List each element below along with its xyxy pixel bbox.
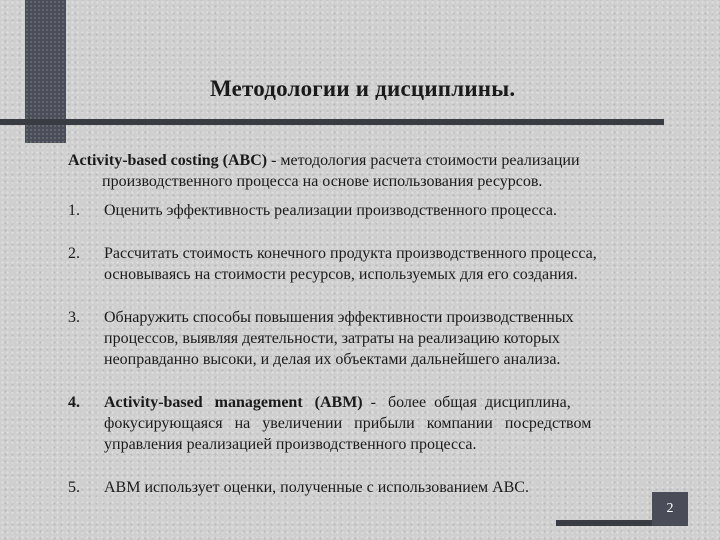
list-number: 3. [68, 309, 80, 326]
list-line: фокусирующаяся на увеличении прибыли компании посредством [104, 415, 592, 432]
abm-term: Activity-based management (ABM) [104, 394, 363, 411]
list-text [104, 392, 684, 455]
title-underline-rule [0, 119, 664, 125]
list-line: Рассчитать стоимость конечного продукта производственного процесса, [104, 245, 597, 262]
intro-paragraph [68, 150, 684, 192]
list-number: 2. [68, 245, 80, 262]
list-text: ABM использует оценки, полученные с использованием ABC. [104, 479, 529, 496]
list-text [104, 307, 684, 370]
list-item-5 [68, 477, 684, 498]
slide-title: Методологии и дисциплины. [210, 76, 516, 101]
list-line: Обнаружить способы повышения эффективности производственных [104, 309, 574, 326]
list-number: 4. [68, 394, 80, 411]
list-line: процессов, выявляя деятельности, затраты на реализацию которых [104, 330, 560, 347]
intro-line2: производственного процесса на основе использования ресурсов. [102, 173, 543, 190]
list-number: 1. [68, 202, 80, 219]
list-item-4 [68, 392, 684, 455]
page-number: 2 [666, 501, 674, 516]
slide-body [68, 150, 684, 498]
list-line-first [104, 392, 684, 413]
page-number-box [652, 492, 688, 526]
list-text: Оценить эффективность реализации производственного процесса. [104, 202, 558, 219]
list-item-2 [68, 243, 684, 285]
list-line: управления реализацией производственного процесса. [104, 436, 477, 453]
list-line: неоправданно высоки, и делая их объектами дальнейшего анализа. [104, 351, 561, 368]
footer-rule [556, 520, 652, 526]
list-line: основываясь на стоимости ресурсов, используемых для его создания. [104, 266, 578, 283]
list-item-3 [68, 307, 684, 370]
list-item-1 [68, 200, 684, 221]
abm-line1-rest: - более общая дисциплина, [362, 394, 571, 411]
list-text [104, 243, 684, 285]
list-number: 5. [68, 479, 80, 496]
intro-line1-rest: - методология расчета стоимости реализации [267, 152, 580, 169]
abc-term: Activity-based costing (ABC) [68, 152, 268, 169]
